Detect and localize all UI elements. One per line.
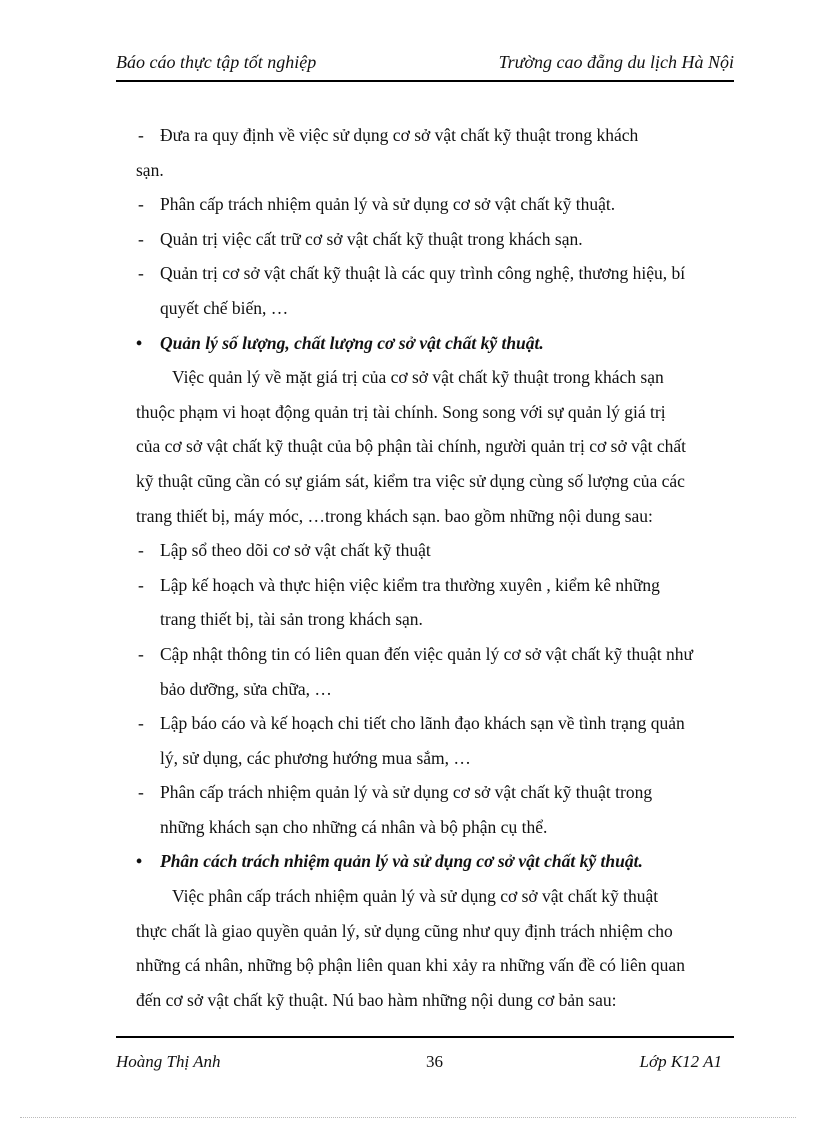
list-item	[136, 533, 736, 568]
section-heading-text: Quản lý số lượng, chất lượng cơ sở vật chất kỹ thuật.	[160, 332, 544, 353]
paragraph-text: đến cơ sở vật chất kỹ thuật. Nú bao hàm những nội dung cơ bản sau:	[136, 989, 617, 1010]
paragraph-line	[136, 429, 736, 464]
list-item-text: Cập nhật thông tin có liên quan đến việc quản lý cơ sở vật chất kỹ thuật như	[160, 643, 693, 664]
list-item	[136, 775, 736, 810]
page-body	[136, 118, 736, 1017]
list-item-text: sạn.	[136, 159, 164, 180]
page-header	[116, 52, 734, 82]
list-item-text: Lập báo cáo và kế hoạch chi tiết cho lãnh đạo khách sạn về tình trạng quản	[160, 713, 685, 734]
list-item-continuation	[136, 672, 736, 707]
footer-author: Hoàng Thị Anh	[116, 1052, 221, 1071]
paragraph-text: Việc quản lý về mặt giá trị của cơ sở vật chất kỹ thuật trong khách sạn	[172, 367, 664, 388]
section-heading-text: Phân cách trách nhiệm quản lý và sử dụng cơ sở vật chất kỹ thuật.	[160, 851, 643, 872]
list-item-continuation	[136, 602, 736, 637]
list-item	[136, 568, 736, 603]
paragraph-line	[136, 948, 736, 983]
list-item-continuation	[136, 810, 736, 845]
dash-marker: -	[138, 643, 144, 664]
list-item-text: những khách sạn cho những cá nhân và bộ phận cụ thể.	[160, 816, 548, 837]
paragraph-line	[136, 983, 736, 1018]
list-item-text: Quản trị việc cất trữ cơ sở vật chất kỹ thuật trong khách sạn.	[160, 228, 583, 249]
bullet-marker: •	[136, 851, 143, 872]
dash-marker: -	[138, 540, 144, 561]
list-item-continuation	[136, 153, 736, 188]
list-item-text: Lập sổ theo dõi cơ sở vật chất kỹ thuật	[160, 540, 431, 561]
paragraph-text: kỹ thuật cũng cần có sự giám sát, kiểm tra việc sử dụng cùng số lượng của các	[136, 470, 685, 491]
dash-marker: -	[138, 782, 144, 803]
page-number: 36	[426, 1052, 443, 1071]
list-item	[136, 256, 736, 291]
list-item	[136, 118, 736, 153]
paragraph-text: thực chất là giao quyền quản lý, sử dụng cũng như quy định trách nhiệm cho	[136, 920, 673, 941]
list-item-continuation	[136, 741, 736, 776]
dash-marker: -	[138, 125, 144, 145]
paragraph-text: thuộc phạm vi hoạt động quản trị tài chính. Song song với sự quản lý giá trị	[136, 401, 666, 422]
paragraph-text: những cá nhân, những bộ phận liên quan khi xảy ra những vấn đề có liên quan	[136, 955, 685, 976]
dash-marker: -	[138, 228, 144, 249]
page-footer	[116, 1036, 734, 1074]
paragraph-line	[136, 464, 736, 499]
dash-marker: -	[138, 574, 144, 595]
list-item	[136, 637, 736, 672]
paragraph-line	[136, 395, 736, 430]
paragraph-line	[136, 360, 736, 395]
list-item-text: Đưa ra quy định về việc sử dụng cơ sở vật chất kỹ thuật trong khách	[160, 125, 639, 145]
list-item	[136, 706, 736, 741]
paragraph-text: trang thiết bị, máy móc, …trong khách sạn. bao gồm những nội dung sau:	[136, 505, 653, 526]
paragraph-line	[136, 914, 736, 949]
list-item-text: Quản trị cơ sở vật chất kỹ thuật là các quy trình công nghệ, thương hiệu, bí	[160, 263, 686, 284]
footer-class: Lớp K12 A1	[639, 1052, 722, 1071]
list-item	[136, 222, 736, 257]
section-heading	[136, 844, 736, 879]
list-item-text: trang thiết bị, tài sản trong khách sạn.	[160, 609, 423, 630]
dash-marker: -	[138, 194, 144, 215]
section-heading	[136, 326, 736, 361]
list-item-continuation	[136, 291, 736, 326]
paragraph-line	[136, 879, 736, 914]
bullet-marker: •	[136, 332, 143, 353]
list-item-text: Lập kế hoạch và thực hiện việc kiểm tra thường xuyên , kiểm kê những	[160, 574, 660, 595]
page-edge-divider	[20, 1117, 796, 1118]
paragraph-text: Việc phân cấp trách nhiệm quản lý và sử dụng cơ sở vật chất kỹ thuật	[172, 886, 659, 907]
list-item-text: bảo dưỡng, sửa chữa, …	[160, 678, 332, 699]
dash-marker: -	[138, 713, 144, 734]
list-item-text: lý, sử dụng, các phương hướng mua sắm, …	[160, 747, 471, 768]
dash-marker: -	[138, 263, 144, 284]
list-item-text: Phân cấp trách nhiệm quản lý và sử dụng cơ sở vật chất kỹ thuật.	[160, 194, 616, 215]
list-item-text: Phân cấp trách nhiệm quản lý và sử dụng cơ sở vật chất kỹ thuật trong	[160, 782, 653, 803]
paragraph-text: của cơ sở vật chất kỹ thuật của bộ phận tài chính, người quản trị cơ sở vật chất	[136, 436, 686, 457]
list-item	[136, 187, 736, 222]
paragraph-line	[136, 499, 736, 534]
list-item-text: quyết chế biến, …	[160, 297, 289, 318]
header-report-title: Báo cáo thực tập tốt nghiệp	[116, 52, 317, 72]
header-school-name: Trường cao đẵng du lịch Hà Nội	[498, 52, 734, 72]
